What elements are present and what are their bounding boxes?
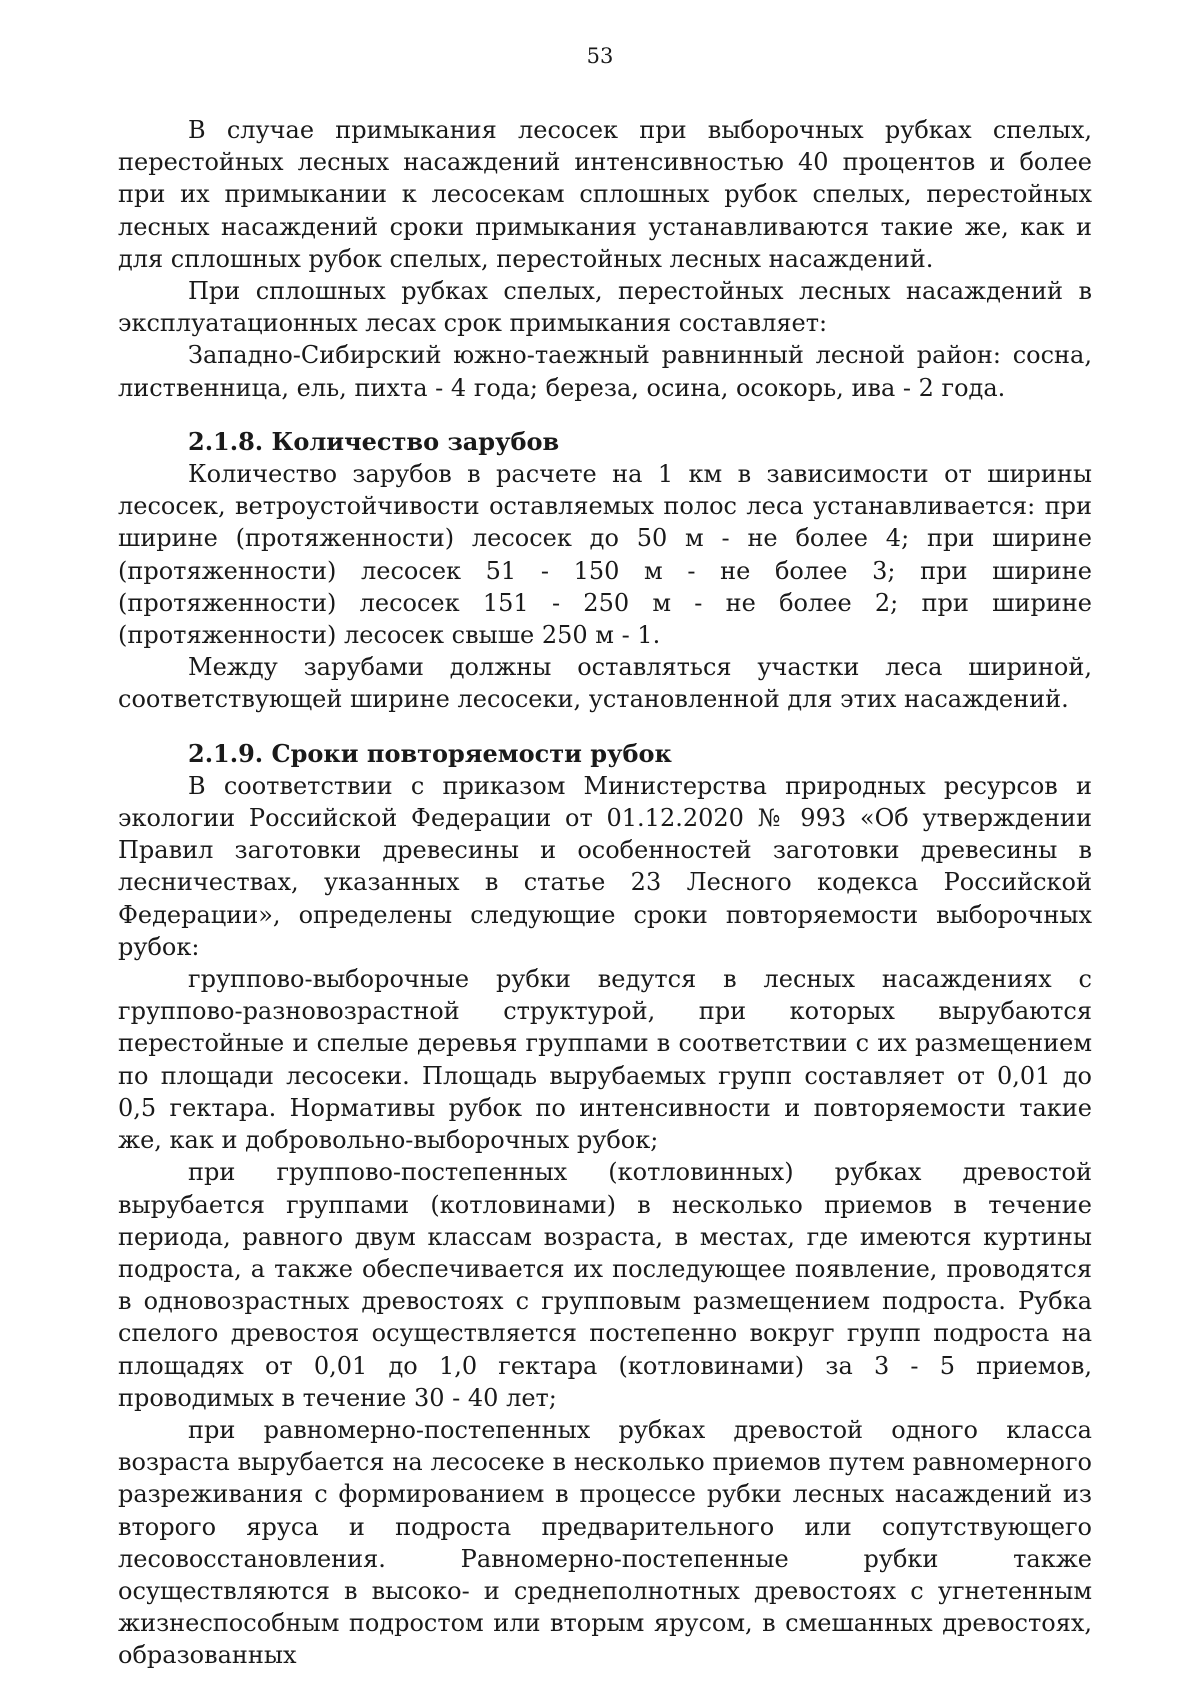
paragraph-group-selective: группово-выборочные рубки ведутся в лесных насаждениях с группово-разновозрастной структурой, при которых вырубаются перестойные и спелые деревья группами в соответствии с их размещением по площади лесосеки. Площадь вырубаемых групп составляет от 0,01 до 0,5 гектара. Нормативы рубок по интенсивности и повторяемости такие же, как и добровольно-выборочных рубок; bbox=[118, 965, 1092, 1155]
section-heading-repeat-terms: 2.1.9. Сроки повторяемости рубок bbox=[188, 738, 672, 768]
section-heading-cut-count: 2.1.8. Количество зарубов bbox=[188, 426, 560, 456]
page-number: 53 bbox=[586, 44, 614, 68]
paragraph-cut-count-rules: Количество зарубов в расчете на 1 км в зависимости от ширины лесосек, ветроустойчивости оставляемых полос леса устанавливается: при ширине (протяженности) лесосек до 50 м - не более 4; при ширине (протяженности) лесосек 51 - 150 м - не более 3; при ширине (протяженности) лесосек 151 - 250 м - не более 2; при ширине (протяженности) лесосек свыше 250 м - 1. bbox=[118, 460, 1092, 650]
paragraph-adjacency-selective: В случае примыкания лесосек при выборочных рубках спелых, перестойных лесных насаждений интенсивностью 40 процентов и более при их примыкании к лесосекам сплошных рубок спелых, перестойных лесных насаждений сроки примыкания устанавливаются такие же, как и для сплошных рубок спелых, перестойных лесных насаждений. bbox=[118, 116, 1092, 273]
paragraph-ministry-order: В соответствии с приказом Министерства природных ресурсов и экологии Российской Федерации от 01.12.2020 № 993 «Об утверждении Правил заготовки древесины и особенностей заготовки древесины в лесничествах, указанных в статье 23 Лесного кодекса Российской Федерации», определены следующие сроки повторяемости выборочных рубок: bbox=[118, 771, 1092, 961]
document-body bbox=[118, 114, 1092, 1672]
paragraph-uniform-gradual: при равномерно-постепенных рубках древостой одного класса возраста вырубается на лесосеке в несколько приемов путем равномерного разреживания с формированием в процессе рубки лесных насаждений из второго яруса и подроста предварительного или сопутствующего лесовосстановления. Равномерно-постепенные рубки также осуществляются в высоко- и среднеполнотных древостоях с угнетенным жизнеспособным подростом или вторым ярусом, в смешанных древостоях, образованных bbox=[118, 1415, 1092, 1670]
paragraph-clear-cutting-term: При сплошных рубках спелых, перестойных лесных насаждений в эксплуатационных лесах срок примыкания составляет: bbox=[118, 277, 1092, 338]
paragraph-strips-between-cuts: Между зарубами должны оставляться участки леса шириной, соответствующей ширине лесосеки, установленной для этих насаждений. bbox=[118, 653, 1092, 714]
paragraph-forest-district-terms: Западно-Сибирский южно-таежный равнинный лесной район: сосна, лиственница, ель, пихта - 4 года; береза, осина, осокорь, ива - 2 года. bbox=[118, 341, 1092, 402]
paragraph-group-gradual: при группово-постепенных (котловинных) рубках древостой вырубается группами (котловинами) в несколько приемов в течение периода, равного двум классам возраста, в местах, где имеются куртины подроста, а также обеспечивается их последующее появление, проводятся в одновозрастных древостоях с групповым размещением подроста. Рубка спелого древостоя осуществляется постепенно вокруг групп подроста на площадях от 0,01 до 1,0 гектара (котловинами) за 3 - 5 приемов, проводимых в течение 30 - 40 лет; bbox=[118, 1158, 1092, 1412]
